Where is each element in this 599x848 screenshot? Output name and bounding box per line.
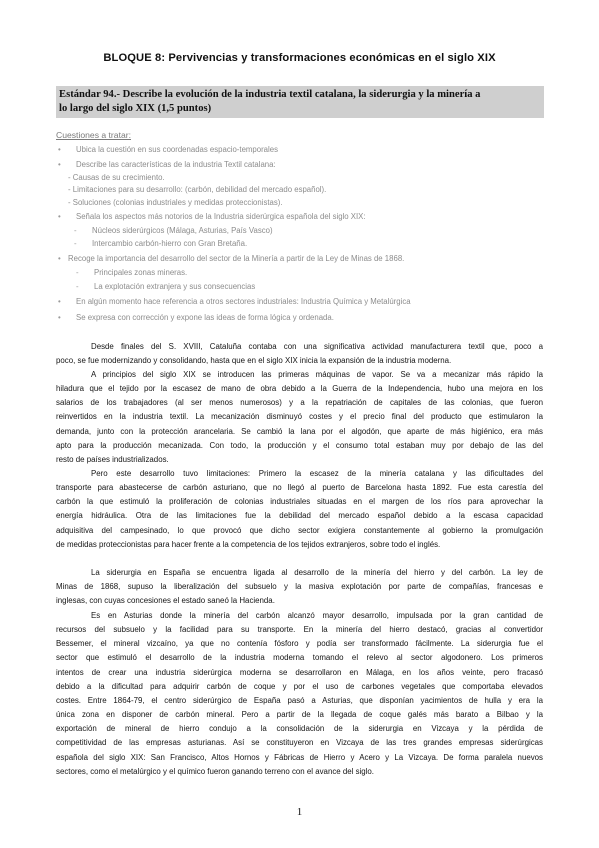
text-line: debido a la dificultad para adquirir carbón de coque y por el uso de carbones vegetales que comportaba elevados: [56, 681, 543, 691]
text-line: sectores, como el metalúrgico y el químico fueron ganando terreno con el avance del siglo.: [56, 766, 374, 776]
text-line: inglesas, con cuyas concesiones el estado saneó la Hacienda.: [56, 596, 275, 606]
page-number: 1: [296, 806, 303, 818]
bullet-icon: •: [58, 145, 61, 154]
text-line: demanda, junto con la protección arancelaria. Se cambió la lana por el algodón, que aparte de más higiénico, era más: [56, 426, 543, 436]
text-line: única zona en disponer de carbón mineral. Pero a partir de la llegada de coque galés más barato a Bilbao y la: [56, 710, 543, 720]
bullet-icon: •: [58, 313, 61, 322]
questions-heading: Cuestiones a tratar:: [56, 130, 131, 140]
text-line: costes. Entre 1864-79, el centro siderúrgico de España pasó a Asturias, que disponían yacimientos de hulla y era la: [56, 695, 543, 705]
text-line: recursos del subsuelo y la facilidad para su transporte. En la minería del hierro destacó, gracias al convertidor: [56, 625, 543, 635]
text-line: Minas de 1868, supuso la liberalización del subsuelo y la masiva explotación por parte de compañías, francesas e: [56, 582, 543, 592]
text-line: sector que estimuló el desarrollo de la industria moderna tomando el relevo al sector algodonero. Los primeros: [56, 653, 543, 663]
question-item: Señala los aspectos más notorios de la Industria siderúrgica española del siglo XIX:: [76, 212, 366, 221]
text-line: energía hidráulica. Otra de las limitaciones fue la debilidad del mercado español debido a la escasa capacidad: [56, 511, 543, 521]
question-subitem: Intercambio carbón-hierro con Gran Bretaña.: [92, 239, 248, 248]
question-item: Recoge la importancia del desarrollo del sector de la Minería a partir de la Ley de Minas de 1868.: [68, 254, 405, 263]
text-line: transporte para abastecerse de carbón asturiano, que no llegó al puerto de Barcelona hasta 1892. Fue esta carestía del: [56, 483, 543, 493]
text-line: Es en Asturias donde la minería del carbón alcanzó mayor desarrollo, impulsada por la gran cantidad de: [91, 611, 543, 620]
page-title: BLOQUE 8: Pervivencias y transformaciones económicas en el siglo XIX: [103, 52, 496, 64]
dash-icon: -: [76, 268, 79, 277]
text-line: resto de países industrializados.: [56, 454, 169, 464]
standard-line-2: lo largo del siglo XIX (1,5 puntos): [59, 102, 212, 114]
dash-icon: -: [76, 282, 79, 291]
text-line: intentos de crear una industria siderúrgica moderna se desarrollaron en Málaga, en los años veinte, pero fracasó: [56, 667, 543, 677]
question-subitem: - Limitaciones para su desarrollo: (carbón, debilidad del mercado español).: [68, 185, 327, 194]
text-line: carbón la que estimuló la proliferación de colonias industriales situadas en el margen de los ríos para aprovechar la: [56, 497, 543, 507]
text-line: exportación de mineral de hierro condujo a la consolidación de la siderurgia en Vizcaya y la pérdida de: [56, 724, 543, 734]
text-line: apto para la producción mecanizada. Con todo, la producción y el consumo total estaban muy por debajo de las del: [56, 440, 543, 450]
text-line: reinvertidos en la industria textil. La mecanización disminuyó costes y el precio final del producto que estimularon la: [56, 412, 543, 422]
text-line: A principios del siglo XIX se introducen las primeras máquinas de vapor. Se va a mecanizar más rápido la: [91, 370, 543, 379]
standard-line-1: Estándar 94.- Describe la evolución de la industria textil catalana, la siderurgia y la minería a: [59, 89, 481, 100]
text-line: hiladura que el tejido por la escasez de mano de obra debido a la Guerra de la Independencia, hubo una mejora en los: [56, 384, 543, 394]
text-line: de medidas proteccionistas para hacer frente a la competencia de los tejidos extranjeros, sobre todo el inglés.: [56, 539, 441, 549]
question-item: Describe las características de la industria Textil catalana:: [76, 160, 276, 169]
question-item: Se expresa con corrección y expone las ideas de forma lógica y ordenada.: [76, 313, 334, 322]
bullet-icon: •: [58, 160, 61, 169]
text-line: poco, se fue modernizando y consolidando, hasta que en el siglo XIX inicia la expansión de la industria moderna.: [56, 356, 452, 366]
text-line: Pero este desarrollo tuvo limitaciones: Primero la escasez de la minería catalana y las dificultades del: [91, 469, 543, 478]
question-subitem: Principales zonas mineras.: [94, 268, 188, 277]
question-subitem: - Causas de su crecimiento.: [68, 173, 165, 182]
paragraph-textile-origins: [56, 340, 543, 368]
text-line: La siderurgia en España se encuentra ligada al desarrollo de la minería del hierro y del carbón. La ley de: [91, 568, 543, 577]
text-line: Bessemer, el mineral vizcaíno, ya que no contenía fósforo y podía ser transformado fácilmente. La siderurgia fue el: [56, 639, 543, 649]
bullet-icon: •: [58, 254, 61, 263]
paragraph-siderurgy: [56, 566, 543, 608]
question-item: En algún momento hace referencia a otros sectores industriales: Industria Química y Metalúrgica: [76, 297, 411, 306]
question-subitem: Núcleos siderúrgicos (Málaga, Asturias, País Vasco): [92, 226, 273, 235]
dash-icon: -: [74, 226, 77, 235]
paragraph-asturias-vizcaya: [56, 609, 543, 779]
paragraph-steam-machines: [56, 368, 543, 467]
question-subitem: - Soluciones (colonias industriales y medidas proteccionistas).: [68, 198, 283, 207]
dash-icon: -: [74, 239, 77, 248]
text-line: competitividad de las empresas asturianas. Así se constituyeron en Vizcaya de las tres grandes empresas siderúrgicas: [56, 738, 543, 748]
question-subitem: La explotación extranjera y sus consecuencias: [94, 282, 256, 291]
text-line: Desde finales del S. XVIII, Cataluña contaba con una significativa actividad manufacturera textil que, poco a: [91, 342, 543, 351]
text-line: salarios de los trabajadores (al ser menos numerosos) y a la repatriación de capitales de las colonias, que fueron: [56, 398, 543, 408]
bullet-icon: •: [58, 297, 61, 306]
question-item: Ubica la cuestión en sus coordenadas espacio-temporales: [76, 145, 278, 154]
standard-box: [56, 86, 544, 118]
text-line: española del siglo XIX: San Francisco, Altos Hornos y Fábricas de Hierro y Acero y La Vizcaya. De forma paralela nuevos: [56, 752, 543, 762]
text-line: adquisitiva del campesinado, lo que provocó que dicho sector exigiera constantemente al gobierno la promulgación: [56, 525, 543, 535]
bullet-icon: •: [58, 212, 61, 221]
paragraph-limitations: [56, 467, 543, 552]
